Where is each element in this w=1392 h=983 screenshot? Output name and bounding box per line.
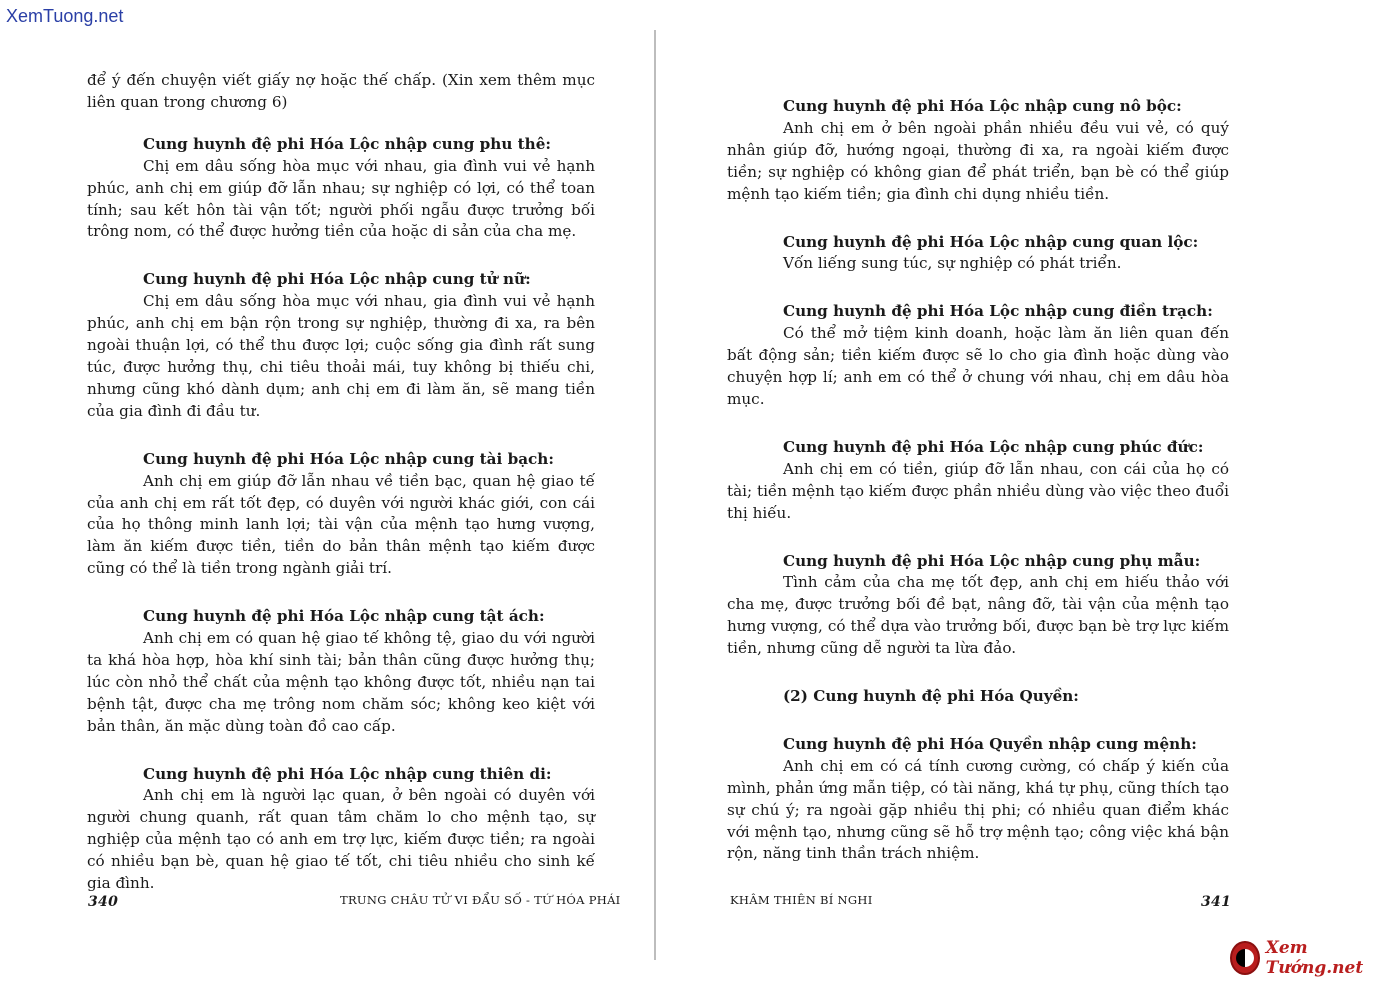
- section-body: Tình cảm của cha mẹ tốt đẹp, anh chị em hiếu thảo với cha mẹ, được trưởng bối đề bạt, nâng đỡ, tài vận của mệnh tạo hưng vượng, có thể dựa vào trưởng bối, được bạn bè trợ lực kiếm tiền, nhưng cũng dễ người ta lừa đảo.: [727, 573, 1229, 658]
- right-page: [727, 96, 1229, 865]
- section-heading: Cung huynh đệ phi Hóa Lộc nhập cung thiên di:: [143, 764, 552, 783]
- running-footer-left: TRUNG CHÂU TỬ VI ĐẨU SỐ - TỨ HÓA PHÁI: [340, 893, 621, 907]
- section-heading: Cung huynh đệ phi Hóa Lộc nhập cung phụ mẫu:: [783, 551, 1201, 570]
- section-body: Anh chị em có tiền, giúp đỡ lẫn nhau, con cái của họ có tài; tiền mệnh tạo kiếm được phần nhiều dùng vào việc theo đuổi thị hiếu.: [727, 459, 1229, 522]
- section-heading: Cung huynh đệ phi Hóa Lộc nhập cung tài bạch:: [143, 449, 554, 468]
- subchapter-heading: (2) Cung huynh đệ phi Hóa Quyền:: [783, 687, 1079, 706]
- section-heading: Cung huynh đệ phi Hóa Lộc nhập cung phu thê:: [143, 134, 551, 153]
- intro-paragraph: để ý đến chuyện viết giấy nợ hoặc thế chấp. (Xin xem thêm mục liên quan trong chương 6): [87, 71, 595, 111]
- section-heading: Cung huynh đệ phi Hóa Lộc nhập cung nô bộc:: [783, 97, 1182, 115]
- section-heading: Cung huynh đệ phi Hóa Lộc nhập cung tật ách:: [143, 607, 545, 626]
- logo-text: Xem Tướng.net: [1265, 938, 1364, 978]
- section-body: Chị em dâu sống hòa mục với nhau, gia đình vui vẻ hạnh phúc, anh chị em bận rộn trong sự nghiệp, thường đi xa, ra bên ngoài thuận lợi, có thể thu được lợi; cuộc sống gia đình rất sung túc, được hưởng thụ, chi tiêu thoải mái, tuy không bị thiếu chi, nhưng cũng khó dành dụm; anh chị em đi làm ăn, sẽ mang tiền của gia đình đi đầu tư.: [87, 292, 595, 420]
- page-number-right: 341: [1201, 894, 1232, 910]
- section-heading: Cung huynh đệ phi Hóa Quyền nhập cung mệnh:: [783, 734, 1197, 753]
- site-logo[interactable]: [1230, 938, 1390, 978]
- section-heading: Cung huynh đệ phi Hóa Lộc nhập cung quan lộc:: [783, 232, 1199, 251]
- left-page: [87, 70, 595, 895]
- section-body: Anh chị em là người lạc quan, ở bên ngoài có duyên với người chung quanh, rất quan tâm chăm lo cho mệnh tạo, sự nghiệp của mệnh tạo có anh em trợ lực, kiếm được tiền; ra ngoài có nhiều bạn bè, quan hệ giao tế tốt, chi tiêu nhiều cho sinh kế gia đình.: [87, 786, 595, 893]
- section-heading: Cung huynh đệ phi Hóa Lộc nhập cung tử nữ:: [143, 270, 531, 289]
- yin-yang-icon: [1230, 941, 1260, 975]
- section-body: Anh chị em ở bên ngoài phần nhiều đều vui vẻ, có quý nhân giúp đỡ, hướng ngoại, thường đi xa, ra ngoài kiếm được tiền; sự nghiệp có không gian để phát triển, bạn bè có thể giúp mệnh tạo kiếm tiền; gia đình chi dụng nhiều tiền.: [727, 118, 1229, 203]
- section-body: Anh chị em giúp đỡ lẫn nhau về tiền bạc, quan hệ giao tế của anh chị em rất tốt đẹp, có duyên với người khác giới, con cái của họ thông minh lanh lợi; tài vận của mệnh tạo hưng vượng, làm ăn kiếm được tiền, tiền do bản thân mệnh tạo kiếm được cũng có thể là tiền trong ngành giải trí.: [87, 471, 595, 578]
- section-heading: Cung huynh đệ phi Hóa Lộc nhập cung phúc đức:: [783, 437, 1204, 456]
- running-footer-right: KHÂM THIÊN BÍ NGHI: [730, 893, 873, 907]
- section-heading: Cung huynh đệ phi Hóa Lộc nhập cung điền trạch:: [783, 302, 1213, 321]
- section-body: Anh chị em có quan hệ giao tế không tệ, giao du với người ta khá hòa hợp, hòa khí sinh tài; bản thân cũng được hưởng thụ; lúc còn nhỏ thể chất của mệnh tạo không được tốt, nhiều nạn tai bệnh tật, được cha mẹ trông nom chăm sóc; không keo kiệt với bản thân, ăn mặc dùng toàn đồ cao cấp.: [87, 629, 595, 735]
- section-body: Chị em dâu sống hòa mục với nhau, gia đình vui vẻ hạnh phúc, anh chị em giúp đỡ lẫn nhau; sự nghiệp có lợi, có thể toan tính; sau kết hôn tài vận tốt; người phối ngẫu được trưởng bối trông nom, có thể được hưởng tiền của hoặc di sản của cha mẹ.: [87, 156, 595, 241]
- section-body: Anh chị em có cá tính cương cường, có chấp ý kiến của mình, phản ứng mẫn tiệp, có tài năng, khá tự phụ, cũng thích tạo sự chú ý; ra ngoài gặp nhiều thị phi; có nhiều quan điểm khác với mệnh tạo, nhưng cũng sẽ hỗ trợ mệnh tạo; công việc khá bận rộn, năng tinh thần trách nhiệm.: [727, 756, 1230, 863]
- page-number-left: 340: [88, 894, 119, 910]
- section-body: Vốn liếng sung túc, sự nghiệp có phát triển.: [783, 254, 1122, 273]
- watermark-site-link[interactable]: XemTuong.net: [6, 6, 124, 26]
- page-gutter: [654, 30, 656, 960]
- section-body: Có thể mở tiệm kinh doanh, hoặc làm ăn liên quan đến bất động sản; tiền kiếm được sẽ lo cho gia đình hoặc dùng vào chuyện hợp lí; anh em có thể ở chung với nhau, chị em dâu hòa mục.: [727, 324, 1229, 408]
